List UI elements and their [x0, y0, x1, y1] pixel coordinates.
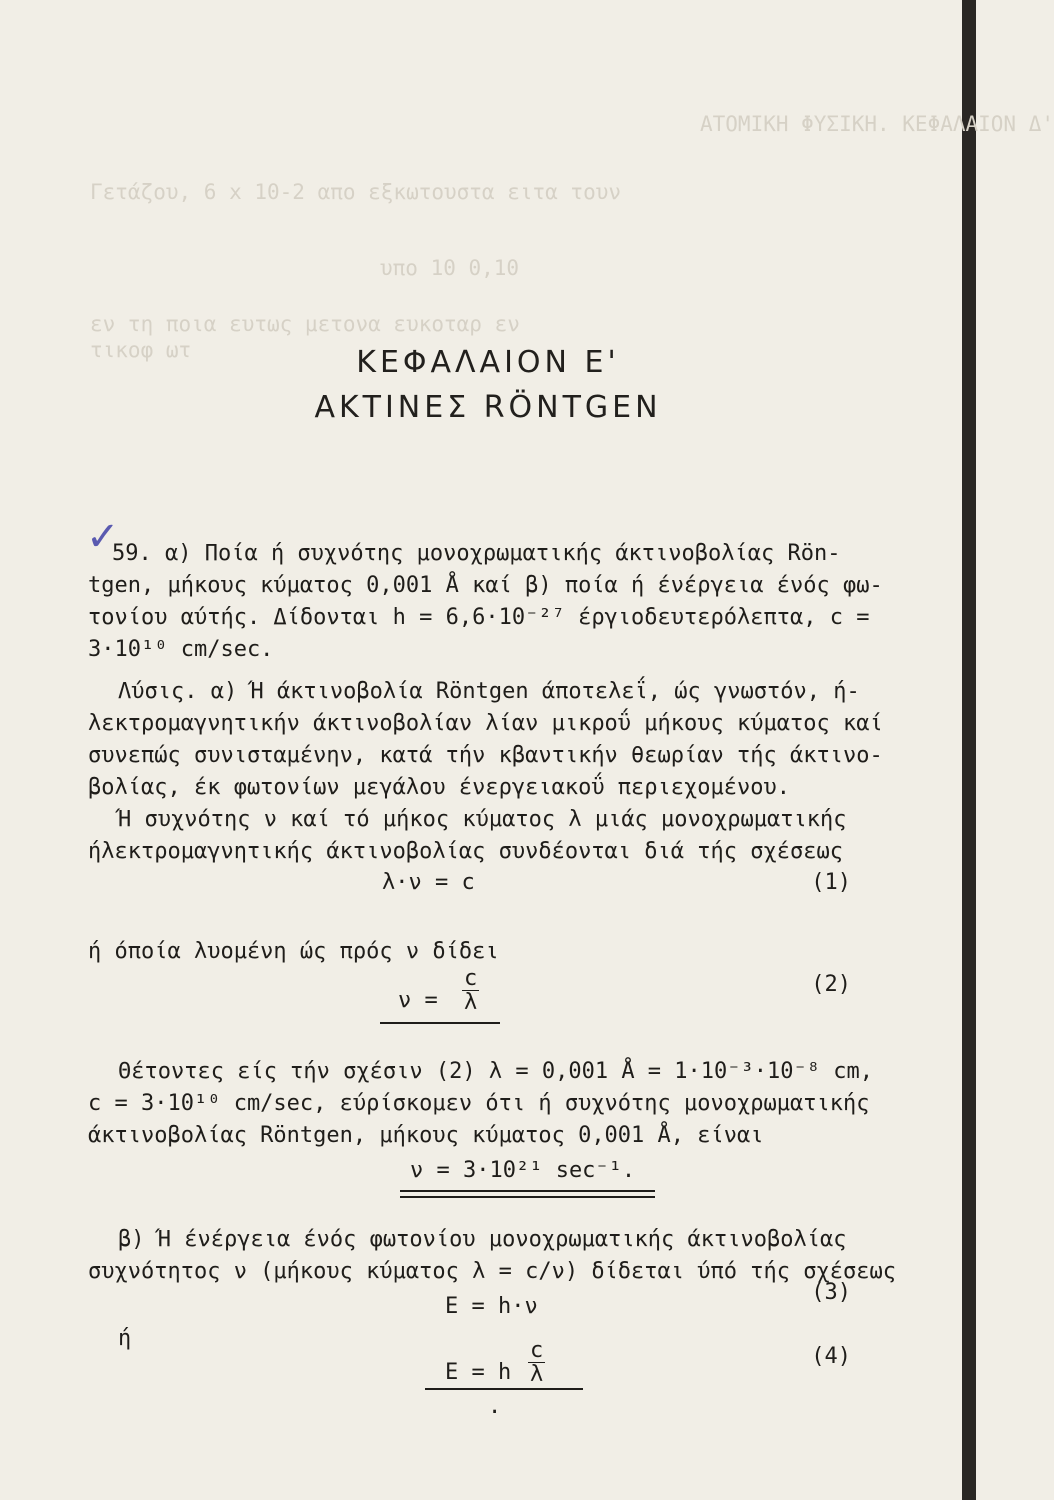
equation-2-lhs: ν =	[398, 988, 438, 1013]
equation-underline	[425, 1388, 583, 1390]
solution-line: ήλεκτρομαγνητικής άκτινοβολίας συνδέονται διά τής σχέσεως	[88, 839, 843, 864]
solution-line: Λύσις. α) Ή άκτινοβολία Röntgen άποτελεΐ, ώς γνωστόν, ή-	[118, 679, 860, 704]
equation-1: λ·ν = c	[382, 870, 475, 895]
energy-line: β) Ή ένέργεια ένός φωτονίου μονοχρωματικής άκτινοβολίας	[118, 1227, 847, 1252]
equation-2-fraction	[462, 968, 479, 1015]
fraction-numerator: c	[530, 1338, 544, 1363]
equation-3: E = h·ν	[445, 1294, 538, 1319]
scan-speck: ·	[488, 1400, 502, 1425]
setting-line: c = 3·10¹⁰ cm/sec, εύρίσκομεν ότι ή συχνότης μονοχρωματικής	[88, 1091, 870, 1116]
energy-line: συχνότητος ν (μήκους κύματος λ = c/ν) δίδεται ύπό τής σχέσεως	[88, 1259, 896, 1284]
equation-underline	[380, 1022, 500, 1024]
page-edge	[962, 0, 976, 1500]
fraction-denominator: λ	[530, 1362, 544, 1387]
equation-number-4: (4)	[811, 1344, 851, 1369]
solution-line: βολίας, έκ φωτονίων μεγάλου ένεργειακοΰ περιεχομένου.	[88, 775, 790, 800]
result-underline-2	[400, 1196, 655, 1198]
solution-line: λεκτρομαγνητικήν άκτινοβολίαν λίαν μικροΰ μήκους κύματος καί	[88, 711, 883, 736]
chapter-heading: ΚΕΦΑΛΑΙΟΝ Ε'	[356, 345, 620, 380]
equation-number-3: (3)	[811, 1280, 851, 1305]
setting-line: άκτινοβολίας Röntgen, μήκους κύματος 0,001 Å, είναι	[88, 1123, 764, 1148]
equation-number-1: (1)	[811, 870, 851, 895]
setting-line: Θέτοντες είς τήν σχέσιν (2) λ = 0,001 Å = 1·10⁻³·10⁻⁸ cm,	[118, 1059, 873, 1084]
problem-line: 3·10¹⁰ cm/sec.	[88, 637, 274, 662]
fraction-denominator: λ	[464, 990, 478, 1015]
solution-line: Ή συχνότης ν καί τό μήκος κύματος λ μιάς μονοχρωματικής	[118, 807, 847, 832]
result-equation: ν = 3·10²¹ sec⁻¹.	[410, 1158, 636, 1183]
problem-line: tgen, μήκους κύματος 0,001 Å καί β) ποία ή ένέργεια ένός φω-	[88, 573, 883, 598]
problem-line: 59. α) Ποία ή συχνότης μονοχρωματικής άκτινοβολίας Rön-	[112, 541, 841, 566]
or-word: ή	[118, 1326, 132, 1351]
bleed-through-line: υπο 10 0,10	[380, 256, 520, 280]
bleed-through-line: εν τη ποια ευτως μετονα ευκοταρ εν	[90, 312, 520, 336]
bleed-through-line: ΑΤΟΜΙΚΗ ΦΥΣΙΚΗ. ΚΕΦΑΛΑΙΟΝ Δ'	[700, 112, 1054, 136]
solution-text: ή όποία λυομένη ώς πρός ν δίδει	[88, 939, 499, 964]
fraction-numerator: c	[464, 966, 478, 991]
margin-checkmark-icon: ✓	[86, 514, 120, 560]
bleed-through-line: τικοφ ωτ	[90, 338, 192, 362]
problem-line: τονίου αύτής. Δίδονται h = 6,6·10⁻²⁷ έργιοδευτερόλεπτα, c =	[88, 605, 870, 630]
solution-line: συνεπώς συνισταμένην, κατά τήν κβαντικήν θεωρίαν τής άκτινο-	[88, 743, 883, 768]
result-underline-1	[400, 1190, 655, 1192]
chapter-title: ΑΚΤΙΝΕΣ RÖNTGEN	[314, 390, 662, 425]
bleed-through-line: Γετάζου, 6 x 10-2 απο εξκωτουστα ειτα τουν	[90, 180, 622, 204]
equation-4-lhs: E = h	[445, 1360, 512, 1385]
equation-4-fraction	[528, 1340, 545, 1387]
equation-number-2: (2)	[811, 972, 851, 997]
